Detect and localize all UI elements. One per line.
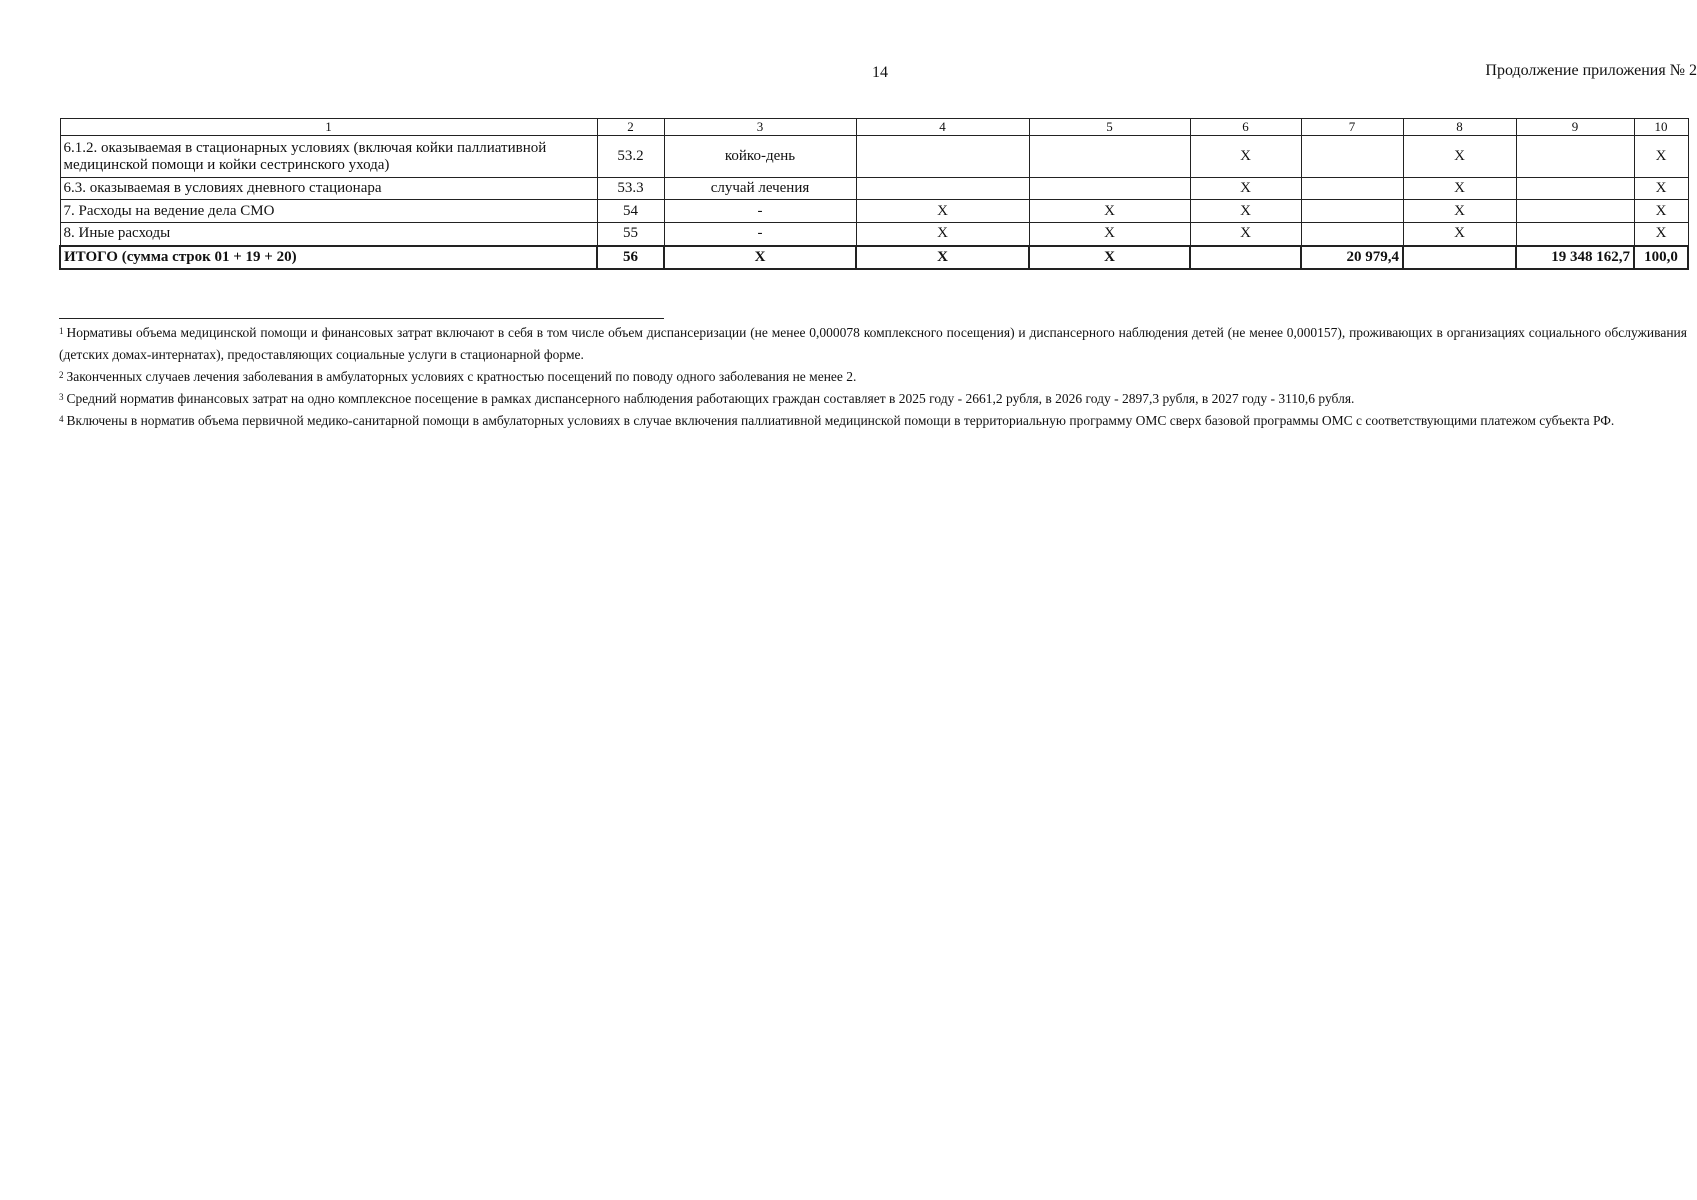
- cell-col4: X: [856, 200, 1029, 223]
- footnote-text: Включены в норматив объема первичной медико-санитарной помощи в амбулаторных условиях в случае включения паллиативной медицинской помощи в территориальную программу ОМС сверх базовой программы ОМС с соответствующими платежом субъекта РФ.: [66, 413, 1615, 428]
- row-unit: -: [664, 223, 856, 246]
- column-number: 6: [1190, 119, 1301, 136]
- footnotes: [59, 322, 1687, 432]
- row-unit: койко-день: [664, 136, 856, 178]
- total-row: [60, 246, 1688, 269]
- row-unit: случай лечения: [664, 178, 856, 200]
- cell-col8: X: [1403, 223, 1516, 246]
- table-header-row: [60, 119, 1688, 136]
- cell-col9: [1516, 223, 1634, 246]
- cell-col7: 20 979,4: [1301, 246, 1403, 269]
- cell-col8: X: [1403, 178, 1516, 200]
- row-code: 53.2: [597, 136, 664, 178]
- row-code: 54: [597, 200, 664, 223]
- row-name: 6.3. оказываемая в условиях дневного стационара: [60, 178, 597, 200]
- cell-col10: X: [1634, 178, 1688, 200]
- cell-col7: [1301, 223, 1403, 246]
- row-unit: X: [664, 246, 856, 269]
- cell-col6: X: [1190, 223, 1301, 246]
- cell-col10: X: [1634, 223, 1688, 246]
- cell-col5: X: [1029, 223, 1190, 246]
- footnote: [59, 410, 1687, 432]
- cell-col10: 100,0: [1634, 246, 1688, 269]
- row-code: 55: [597, 223, 664, 246]
- footnote: [59, 388, 1687, 410]
- cell-col4: X: [856, 246, 1029, 269]
- cell-col7: [1301, 178, 1403, 200]
- column-number: 2: [597, 119, 664, 136]
- cell-col8: X: [1403, 136, 1516, 178]
- footnote-mark: 3: [59, 392, 64, 402]
- column-number: 1: [60, 119, 597, 136]
- footnote-text: Законченных случаев лечения заболевания в амбулаторных условиях с кратностью посещений по поводу одного заболевания не менее 2.: [66, 369, 857, 384]
- row-name: 6.1.2. оказываемая в стационарных условиях (включая койки паллиативной медицинской помощи и койки сестринского ухода): [60, 136, 597, 178]
- row-code: 53.3: [597, 178, 664, 200]
- cell-col9: [1516, 178, 1634, 200]
- cell-col7: [1301, 136, 1403, 178]
- row-name: 7. Расходы на ведение дела СМО: [60, 200, 597, 223]
- table-row: [60, 136, 1688, 178]
- column-number: 3: [664, 119, 856, 136]
- cell-col5: [1029, 136, 1190, 178]
- cell-col4: [856, 136, 1029, 178]
- table-row: [60, 223, 1688, 246]
- footnote-text: Нормативы объема медицинской помощи и финансовых затрат включают в себя в том числе объем диспансеризации (не менее 0,000078 комплексного посещения) и диспансерного наблюдения детей (не менее 0,000157), проживающих в организациях социального обслуживания (детских домах-интернатах), предоставляющих социальные услуги в стационарной форме.: [59, 325, 1687, 362]
- column-number: 7: [1301, 119, 1403, 136]
- cell-col7: [1301, 200, 1403, 223]
- footnote: [59, 366, 1687, 388]
- cell-col9: 19 348 162,7: [1516, 246, 1634, 269]
- column-number: 5: [1029, 119, 1190, 136]
- row-code: 56: [597, 246, 664, 269]
- footnote-mark: 4: [59, 414, 64, 424]
- footnote-mark: 2: [59, 370, 64, 380]
- column-number: 10: [1634, 119, 1688, 136]
- cell-col6: [1190, 246, 1301, 269]
- cell-col6: X: [1190, 136, 1301, 178]
- footnote-mark: 1: [59, 326, 64, 336]
- cell-col9: [1516, 200, 1634, 223]
- cell-col8: X: [1403, 200, 1516, 223]
- footnote-divider: [59, 318, 664, 319]
- table-row: [60, 178, 1688, 200]
- row-name: ИТОГО (сумма строк 01 + 19 + 20): [60, 246, 597, 269]
- cell-col10: X: [1634, 200, 1688, 223]
- footnote-text: Средний норматив финансовых затрат на одно комплексное посещение в рамках диспансерного наблюдения работающих граждан составляет в 2025 году - 2661,2 рубля, в 2026 году - 2897,3 рубля, в 2027 году - 3110,6 рубля.: [66, 391, 1355, 406]
- cell-col6: X: [1190, 200, 1301, 223]
- row-name: 8. Иные расходы: [60, 223, 597, 246]
- cell-col8: [1403, 246, 1516, 269]
- expenses-table: [59, 118, 1689, 270]
- row-unit: -: [664, 200, 856, 223]
- cell-col5: X: [1029, 200, 1190, 223]
- table-row: [60, 200, 1688, 223]
- cell-col10: X: [1634, 136, 1688, 178]
- column-number: 8: [1403, 119, 1516, 136]
- page-number: 14: [872, 64, 888, 81]
- cell-col5: X: [1029, 246, 1190, 269]
- footnote: [59, 322, 1687, 366]
- column-number: 9: [1516, 119, 1634, 136]
- cell-col4: X: [856, 223, 1029, 246]
- cell-col5: [1029, 178, 1190, 200]
- column-number: 4: [856, 119, 1029, 136]
- continuation-label: Продолжение приложения № 2: [1485, 62, 1697, 79]
- cell-col9: [1516, 136, 1634, 178]
- cell-col4: [856, 178, 1029, 200]
- cell-col6: X: [1190, 178, 1301, 200]
